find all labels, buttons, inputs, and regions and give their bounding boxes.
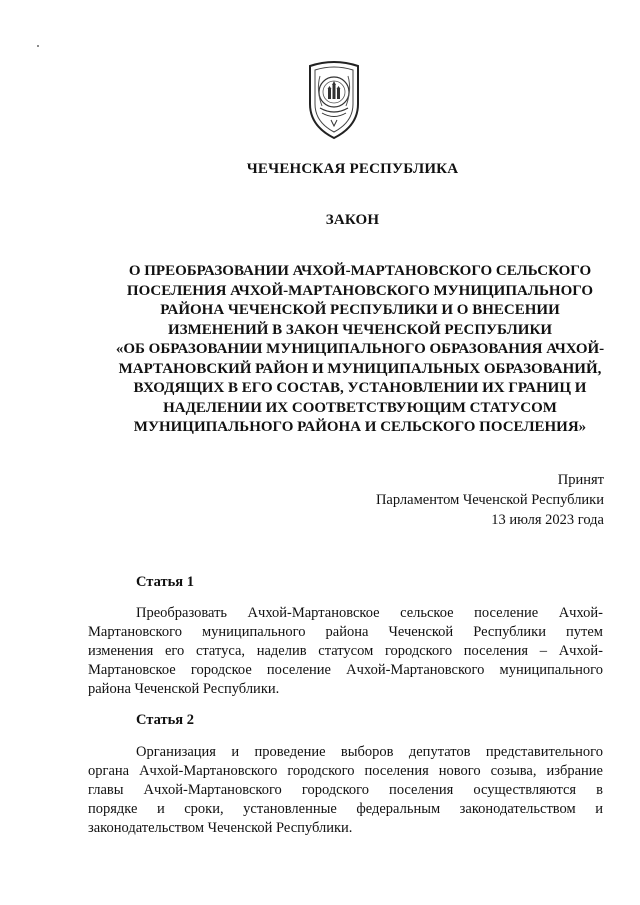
article-line: главы Ачхой-Мартановского городского поселения осуществляются в xyxy=(88,782,603,798)
article-line: изменения его статуса, наделив статусом городского поселения – Ачхой- xyxy=(88,643,603,659)
law-title-line: МУНИЦИПАЛЬНОГО РАЙОНА И СЕЛЬСКОГО ПОСЕЛЕНИЯ» xyxy=(133,419,587,435)
article-line: Мартановского муниципального района Чеченской Республики путем xyxy=(88,624,603,640)
adoption-date: 13 июля 2023 года xyxy=(491,512,604,528)
republic-heading: ЧЕЧЕНСКАЯ РЕСПУБЛИКА xyxy=(246,161,459,177)
law-title-line: НАДЕЛЕНИИ ИХ СООТВЕТСТВУЮЩИМ СТАТУСОМ xyxy=(163,399,557,416)
article-line: Преобразовать Ачхой-Мартановское сельское поселение Ачхой- xyxy=(136,605,603,621)
law-title-line: «ОБ ОБРАЗОВАНИИ МУНИЦИПАЛЬНОГО ОБРАЗОВАНИЯ АЧХОЙ- xyxy=(115,341,605,357)
coat-of-arms-icon xyxy=(298,56,370,142)
article-1-text xyxy=(88,604,603,699)
article-line: Мартановское городское поселение Ачхой-Мартановского муниципального xyxy=(88,662,603,678)
document-type-heading: ЗАКОН xyxy=(325,212,380,228)
adoption-status: Принят xyxy=(557,472,604,488)
article-1-heading: Статья 1 xyxy=(136,574,194,590)
scan-speck xyxy=(37,45,39,47)
law-title-line: О ПРЕОБРАЗОВАНИИ АЧХОЙ-МАРТАНОВСКОГО СЕЛЬСКОГО xyxy=(128,263,592,279)
article-line: района Чеченской Республики. xyxy=(88,681,280,697)
law-title xyxy=(90,262,630,438)
adoption-body: Парламентом Чеченской Республики xyxy=(375,492,604,508)
law-title-line: ИЗМЕНЕНИЙ В ЗАКОН ЧЕЧЕНСКОЙ РЕСПУБЛИКИ xyxy=(168,321,552,338)
article-line: Организация и проведение выборов депутатов представительного xyxy=(136,744,603,760)
law-title-line: ПОСЕЛЕНИЯ АЧХОЙ-МАРТАНОВСКОГО МУНИЦИПАЛЬНОГО xyxy=(126,282,594,299)
article-2-heading: Статья 2 xyxy=(136,712,194,728)
article-line: порядке и сроки, установленные федеральным законодательством и xyxy=(88,801,603,817)
article-2-text xyxy=(88,743,603,838)
article-line: законодательством Чеченской Республики. xyxy=(88,820,353,836)
law-title-line: ВХОДЯЩИХ В ЕГО СОСТАВ, УСТАНОВЛЕНИИ ИХ ГРАНИЦ И xyxy=(133,380,587,396)
adoption-block xyxy=(304,470,604,530)
law-title-line: РАЙОНА ЧЕЧЕНСКОЙ РЕСПУБЛИКИ И О ВНЕСЕНИИ xyxy=(160,302,560,318)
law-title-line: МАРТАНОВСКИЙ РАЙОН И МУНИЦИПАЛЬНЫХ ОБРАЗОВАНИЙ, xyxy=(118,360,602,377)
article-line: органа Ачхой-Мартановского городского поселения нового созыва, избрание xyxy=(88,763,603,779)
